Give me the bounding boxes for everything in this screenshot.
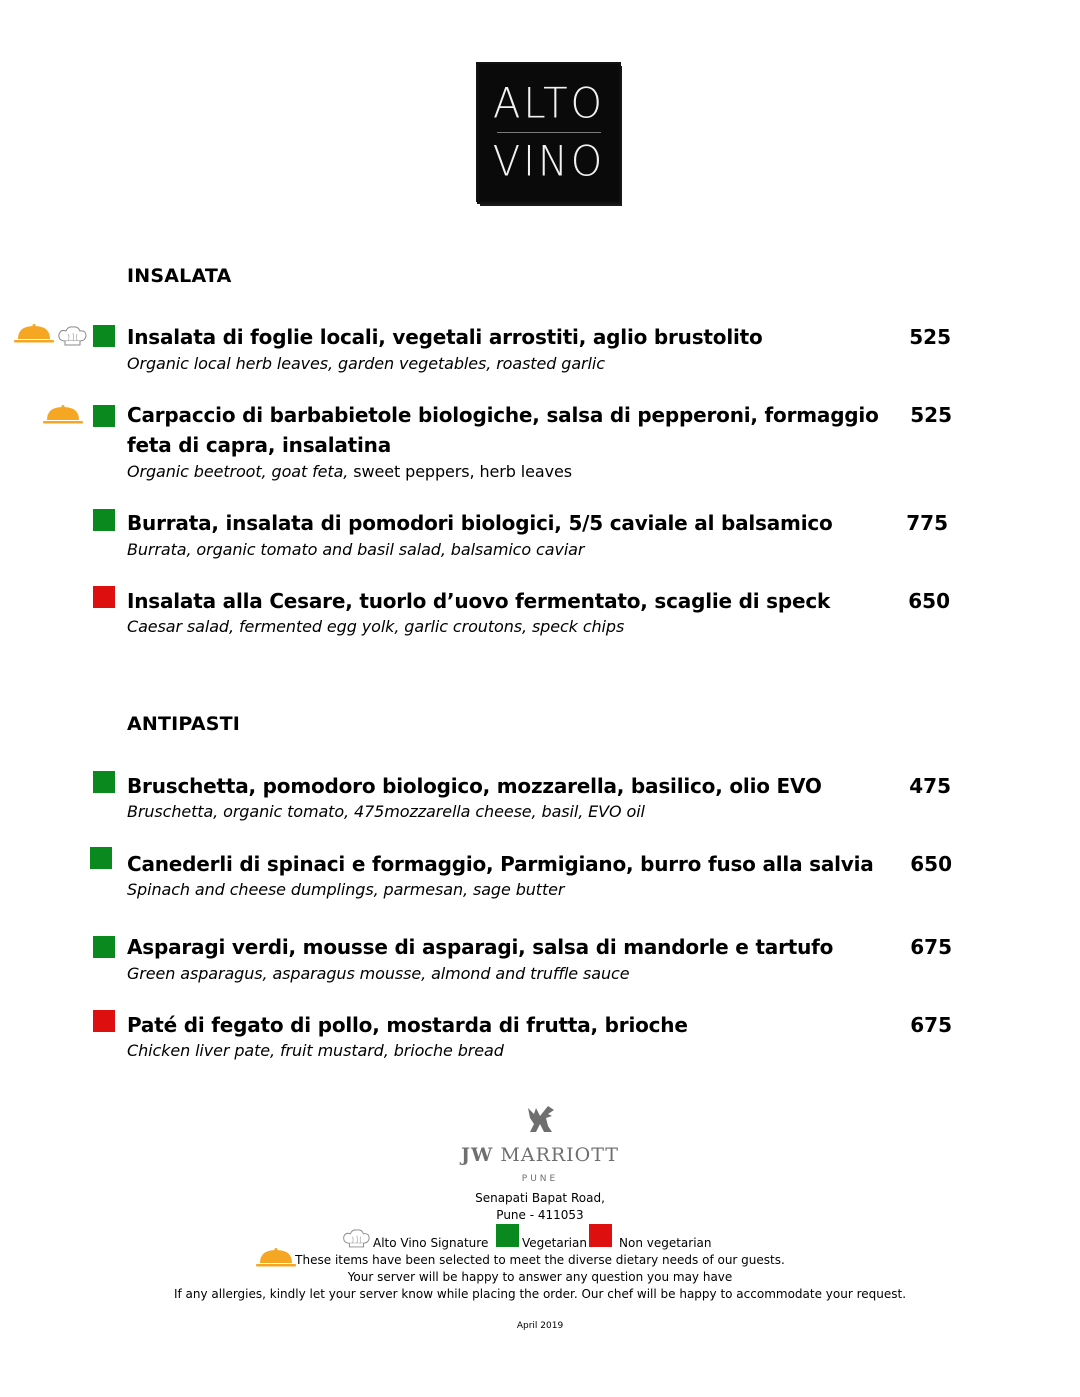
- section-title-antipasti: ANTIPASTI: [127, 713, 241, 735]
- cloche-icon: [14, 324, 54, 344]
- item-description: Spinach and cheese dumplings, parmesan, sage butter: [127, 880, 565, 899]
- vegetarian-marker: [93, 509, 115, 531]
- section-title-insalata: INSALATA: [127, 265, 232, 287]
- chef-hat-icon: [56, 325, 88, 347]
- item-price: 650: [908, 589, 950, 613]
- item-price: 475: [909, 774, 951, 798]
- legend-signature-label: Alto Vino Signature: [373, 1236, 489, 1250]
- item-name: Insalata alla Cesare, tuorlo d’uovo fermentato, scaglie di speck: [127, 589, 831, 613]
- item-name: Asparagi verdi, mousse di asparagi, salsa di mandorle e tartufo: [127, 935, 834, 959]
- item-price: 675: [910, 1013, 952, 1037]
- item-name: Carpaccio di barbabietole biologiche, salsa di pepperoni, formaggio feta di capra, insalatina: [127, 403, 879, 457]
- legend-vegetarian-marker: [496, 1224, 519, 1247]
- vegetarian-marker: [93, 325, 115, 347]
- alto-vino-logo: [479, 64, 619, 202]
- item-price: 775: [906, 511, 948, 535]
- logo-divider: [497, 132, 601, 133]
- note-dietary: These items have been selected to meet the diverse dietary needs of our guests.: [295, 1253, 785, 1267]
- vegetarian-marker: [93, 771, 115, 793]
- item-name: Burrata, insalata di pomodori biologici, 5/5 caviale al balsamico: [127, 511, 833, 535]
- jw-marriott-logo: [420, 1104, 660, 1184]
- non-vegetarian-marker: [93, 1010, 115, 1032]
- item-price: 650: [910, 852, 952, 876]
- chef-hat-icon: [341, 1228, 371, 1249]
- brand-city: PUNE: [521, 1174, 559, 1184]
- address-line-2: Pune - 411053: [496, 1208, 584, 1222]
- item-name: Bruschetta, pomodoro biologico, mozzarella, basilico, olio EVO: [127, 774, 822, 798]
- item-description: Organic beetroot, goat feta, sweet peppers, herb leaves: [127, 462, 572, 481]
- note-server: Your server will be happy to answer any question you may have: [347, 1270, 733, 1284]
- logo-line-2: VINO: [492, 137, 606, 187]
- vegetarian-marker: [93, 936, 115, 958]
- logo-line-1: ALTO: [492, 79, 606, 129]
- item-description: Bruschetta, organic tomato, 475mozzarella cheese, basil, EVO oil: [127, 802, 645, 821]
- item-description: Organic local herb leaves, garden vegetables, roasted garlic: [127, 354, 605, 373]
- cloche-icon: [43, 405, 83, 425]
- legend-non-vegetarian-label: Non vegetarian: [619, 1236, 712, 1250]
- griffin-icon: [522, 1104, 558, 1134]
- legend-non-vegetarian-marker: [589, 1224, 612, 1247]
- legend-vegetarian-label: Vegetarian: [522, 1236, 587, 1250]
- non-vegetarian-marker: [93, 586, 115, 608]
- item-price: 525: [909, 325, 951, 349]
- vegetarian-marker: [93, 405, 115, 427]
- note-allergies: If any allergies, kindly let your server know while placing the order. Our chef will be happy to accommodate your request.: [173, 1287, 907, 1301]
- menu-date: April 2019: [516, 1321, 564, 1331]
- item-description: Green asparagus, asparagus mousse, almond and truffle sauce: [127, 964, 630, 983]
- item-price: 675: [910, 935, 952, 959]
- brand-name: MARRIOTT: [500, 1144, 619, 1166]
- item-name: Insalata di foglie locali, vegetali arrostiti, aglio brustolito: [127, 325, 763, 349]
- item-name: Canederli di spinaci e formaggio, Parmigiano, burro fuso alla salvia: [127, 852, 874, 876]
- brand-jw: JW: [461, 1144, 494, 1166]
- item-description: Burrata, organic tomato and basil salad, balsamico caviar: [127, 540, 585, 559]
- item-price: 525: [910, 403, 952, 427]
- item-description: Caesar salad, fermented egg yolk, garlic croutons, speck chips: [127, 617, 625, 636]
- item-description: Chicken liver pate, fruit mustard, brioche bread: [127, 1041, 504, 1060]
- item-name: Paté di fegato di pollo, mostarda di frutta, brioche: [127, 1013, 688, 1037]
- address-line-1: Senapati Bapat Road,: [475, 1191, 605, 1205]
- vegetarian-marker: [90, 847, 112, 869]
